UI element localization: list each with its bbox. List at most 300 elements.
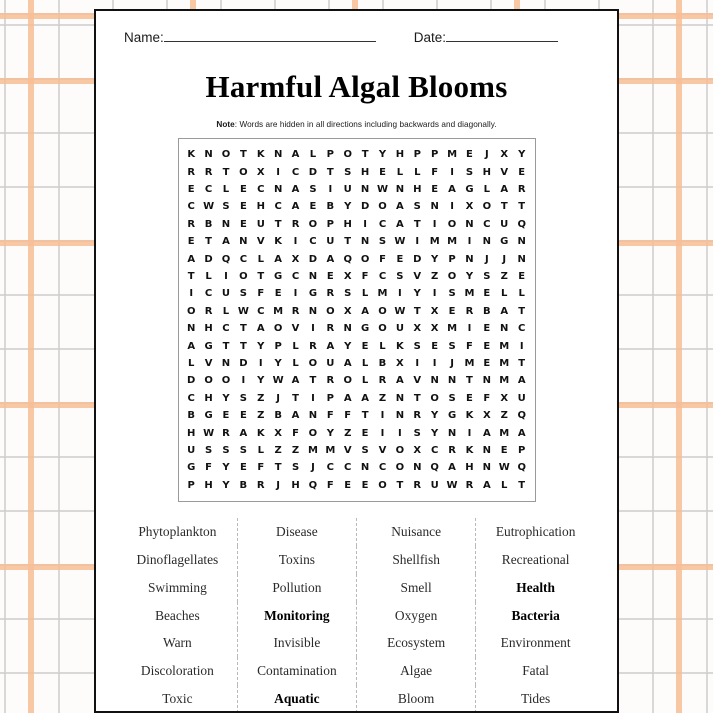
grid-cell[interactable]: A [343,392,352,404]
grid-cell[interactable]: X [465,201,474,213]
grid-cell[interactable]: D [308,253,318,265]
grid-cell[interactable]: I [258,357,263,369]
grid-cell[interactable]: E [344,479,352,491]
grid-cell[interactable]: J [276,392,281,404]
grid-cell[interactable]: F [483,392,491,404]
grid-cell[interactable]: C [378,218,387,230]
grid-cell[interactable]: A [291,201,300,213]
grid-cell[interactable]: P [274,340,282,352]
grid-cell[interactable]: I [450,201,454,213]
grid-cell[interactable]: T [518,357,526,369]
grid-cell[interactable]: X [500,149,509,161]
grid-cell[interactable]: N [517,236,526,248]
grid-cell[interactable]: C [291,270,300,282]
grid-cell[interactable]: O [430,392,439,404]
grid-cell[interactable]: Y [257,375,265,387]
grid-cell[interactable]: Q [308,479,318,491]
grid-cell[interactable]: G [447,410,457,422]
grid-cell[interactable]: C [222,323,230,335]
grid-cell[interactable]: I [467,427,472,439]
grid-cell[interactable]: Y [518,149,526,161]
grid-cell[interactable]: V [291,323,300,335]
grid-cell[interactable]: N [221,218,231,230]
grid-cell[interactable]: Q [517,218,526,230]
grid-cell[interactable]: E [239,410,247,422]
grid-cell[interactable]: S [448,340,456,352]
grid-cell[interactable]: O [378,201,387,213]
grid-cell[interactable]: Z [257,392,265,404]
grid-cell[interactable]: N [395,183,405,195]
grid-cell[interactable]: O [378,323,387,335]
grid-cell[interactable]: I [380,410,385,422]
grid-cell[interactable]: T [292,392,299,404]
grid-cell[interactable]: J [502,253,507,265]
grid-cell[interactable]: E [187,236,195,248]
grid-cell[interactable]: Y [378,149,387,161]
grid-cell[interactable]: N [360,183,370,195]
grid-cell[interactable]: Z [344,427,352,439]
grid-cell[interactable]: M [499,357,510,369]
grid-cell[interactable]: N [273,183,283,195]
grid-cell[interactable]: L [361,357,369,369]
grid-cell[interactable]: A [326,253,335,265]
grid-cell[interactable]: N [465,253,474,265]
grid-cell[interactable]: A [396,375,404,387]
grid-cell[interactable]: T [500,201,508,213]
grid-cell[interactable]: M [273,305,284,317]
grid-cell[interactable]: I [311,323,315,335]
grid-cell[interactable]: T [413,305,421,317]
grid-cell[interactable]: C [239,253,248,265]
grid-cell[interactable]: T [239,149,247,161]
grid-cell[interactable]: N [413,462,422,474]
grid-cell[interactable]: I [189,288,194,300]
word-bank-item[interactable]: Oxygen [357,602,476,630]
grid-cell[interactable]: S [413,427,421,439]
grid-cell[interactable]: S [344,288,352,300]
grid-cell[interactable]: H [291,479,300,491]
grid-cell[interactable]: O [343,149,352,161]
grid-cell[interactable]: U [256,218,265,230]
grid-cell[interactable]: P [413,149,421,161]
word-bank-item[interactable]: Environment [476,629,595,657]
grid-cell[interactable]: I [328,183,333,195]
grid-cell[interactable]: S [448,288,456,300]
grid-cell[interactable]: O [273,323,283,335]
grid-cell[interactable]: L [205,270,212,282]
grid-cell[interactable]: B [274,410,282,422]
word-bank-item[interactable]: Algae [357,657,476,685]
grid-cell[interactable]: C [204,183,213,195]
grid-cell[interactable]: U [326,236,335,248]
grid-cell[interactable]: L [222,305,230,317]
word-bank-item[interactable]: Dinoflagellates [136,551,219,567]
grid-cell[interactable]: G [274,270,283,282]
word-bank-item[interactable]: Nuisance [357,518,476,546]
grid-cell[interactable]: C [430,445,439,456]
grid-cell[interactable]: H [465,462,474,474]
grid-cell[interactable]: I [415,357,420,369]
grid-cell[interactable]: T [518,479,526,491]
grid-cell[interactable]: K [256,427,265,439]
grid-cell[interactable]: A [448,183,456,195]
grid-cell[interactable]: P [518,445,526,456]
grid-cell[interactable]: N [221,357,231,369]
word-bank-item[interactable]: Phytoplankton [138,524,217,540]
grid-cell[interactable]: S [378,236,387,248]
grid-cell[interactable]: L [361,375,369,387]
word-bank-item[interactable]: Ecosystem [357,629,476,657]
grid-cell[interactable]: M [464,357,475,369]
word-bank-item[interactable]: Tides [476,685,595,713]
grid-cell[interactable]: R [187,218,196,230]
grid-cell[interactable]: Z [257,410,265,422]
grid-cell[interactable]: Y [413,288,421,300]
word-bank-item[interactable]: Pollution [237,574,356,602]
grid-cell[interactable]: F [205,462,212,474]
grid-cell[interactable]: E [222,410,230,422]
word-bank-item[interactable]: Swimming [147,579,207,595]
grid-cell[interactable]: V [413,375,422,387]
grid-cell[interactable]: F [466,340,473,352]
grid-cell[interactable]: G [500,236,509,248]
grid-cell[interactable]: N [447,427,457,439]
grid-cell[interactable]: E [483,323,491,335]
grid-cell[interactable]: O [221,149,231,161]
grid-cell[interactable]: O [308,427,318,439]
grid-cell[interactable]: E [431,183,439,195]
grid-cell[interactable]: R [187,166,196,178]
grid-cell[interactable]: F [361,270,369,282]
grid-cell[interactable]: T [466,375,473,387]
grid-cell[interactable]: A [500,183,509,195]
grid-cell[interactable]: T [396,479,404,491]
grid-cell[interactable]: T [326,166,334,178]
grid-cell[interactable]: G [187,462,196,474]
grid-cell[interactable]: M [499,340,510,352]
grid-cell[interactable]: M [499,375,510,387]
grid-cell[interactable]: C [274,201,282,213]
grid-cell[interactable]: N [360,236,370,248]
grid-cell[interactable]: A [517,427,526,439]
grid-cell[interactable]: R [413,479,422,491]
grid-cell[interactable]: R [465,479,474,491]
grid-cell[interactable]: T [344,236,352,248]
grid-cell[interactable]: O [378,479,387,491]
grid-cell[interactable]: V [378,445,387,456]
grid-cell[interactable]: A [291,149,300,161]
grid-cell[interactable]: R [326,323,335,335]
grid-cell[interactable]: P [448,253,456,265]
grid-cell[interactable]: S [413,340,421,352]
grid-cell[interactable]: E [500,445,508,456]
grid-cell[interactable]: O [482,201,492,213]
grid-cell[interactable]: R [465,305,474,317]
grid-cell[interactable]: G [308,288,318,300]
grid-cell[interactable]: I [415,236,420,248]
grid-cell[interactable]: Y [222,392,230,404]
grid-cell[interactable]: O [221,375,231,387]
grid-cell[interactable]: L [361,288,369,300]
grid-cell[interactable]: T [239,340,247,352]
grid-cell[interactable]: R [204,305,213,317]
date-write-line[interactable] [446,28,558,42]
grid-cell[interactable]: E [483,288,491,300]
word-bank-item[interactable]: Shellfish [357,546,476,574]
grid-cell[interactable]: N [239,236,248,248]
grid-cell[interactable]: F [292,427,299,439]
grid-cell[interactable]: M [499,427,510,439]
grid-cell[interactable]: A [291,183,300,195]
grid-cell[interactable]: V [343,445,352,456]
grid-cell[interactable]: L [292,357,299,369]
grid-cell[interactable]: A [187,253,196,265]
grid-cell[interactable]: K [187,149,196,161]
grid-cell[interactable]: C [483,218,491,230]
word-bank-item[interactable]: Eutrophication [476,518,595,546]
grid-cell[interactable]: E [466,149,473,161]
grid-cell[interactable]: Z [378,392,387,404]
grid-cell[interactable]: T [518,201,526,213]
grid-cell[interactable]: B [326,201,335,213]
grid-cell[interactable]: B [187,410,195,422]
grid-cell[interactable]: L [292,340,299,352]
grid-cell[interactable]: I [467,236,472,248]
grid-cell[interactable]: V [413,270,422,282]
grid-cell[interactable]: S [291,462,300,474]
grid-cell[interactable]: L [483,183,491,195]
grid-cell[interactable]: M [307,445,318,456]
grid-cell[interactable]: N [430,375,439,387]
grid-cell[interactable]: J [484,149,489,161]
grid-cell[interactable]: E [239,218,247,230]
grid-cell[interactable]: J [311,462,315,474]
grid-cell[interactable]: R [413,410,422,422]
grid-cell[interactable]: E [361,427,369,439]
grid-cell[interactable]: I [450,166,454,178]
grid-cell[interactable]: E [239,183,247,195]
grid-cell[interactable]: R [309,340,317,352]
grid-cell[interactable]: S [239,288,247,300]
grid-cell[interactable]: J [450,357,454,369]
name-write-line[interactable] [164,28,376,42]
grid-cell[interactable]: N [273,149,283,161]
grid-cell[interactable]: H [204,479,213,491]
grid-cell[interactable]: R [448,445,456,456]
grid-cell[interactable]: B [483,305,491,317]
grid-cell[interactable]: H [256,201,265,213]
grid-cell[interactable]: T [205,236,212,248]
grid-cell[interactable]: W [237,305,249,317]
grid-cell[interactable]: A [500,305,509,317]
grid-cell[interactable]: S [465,166,474,178]
grid-cell[interactable]: X [396,357,404,369]
grid-cell[interactable]: P [187,479,195,491]
grid-cell[interactable]: T [361,149,369,161]
grid-cell[interactable]: V [256,236,265,248]
grid-cell[interactable]: Y [431,410,439,422]
grid-cell[interactable]: C [204,288,213,300]
grid-cell[interactable]: E [309,201,317,213]
grid-cell[interactable]: A [291,410,300,422]
grid-cell[interactable]: I [293,236,298,248]
grid-cell[interactable]: W [498,462,510,474]
grid-cell[interactable]: L [257,253,264,265]
grid-cell[interactable]: M [447,149,458,161]
grid-cell[interactable]: L [414,166,421,178]
date-field[interactable] [414,28,558,45]
name-field[interactable] [124,28,376,45]
grid-cell[interactable]: N [465,218,474,230]
grid-cell[interactable]: E [483,357,491,369]
grid-cell[interactable]: W [394,305,406,317]
grid-cell[interactable]: R [256,479,265,491]
grid-cell[interactable]: K [465,410,474,422]
grid-cell[interactable]: K [465,445,474,456]
grid-cell[interactable]: S [222,445,230,456]
grid-cell[interactable]: S [448,392,456,404]
grid-cell[interactable]: N [308,410,318,422]
grid-cell[interactable]: I [276,166,281,178]
grid-cell[interactable]: Y [344,340,352,352]
grid-cell[interactable]: B [204,218,213,230]
word-bank-item[interactable]: Beaches [155,607,200,623]
grid-cell[interactable]: X [274,427,282,439]
grid-cell[interactable]: Y [222,479,230,491]
grid-cell[interactable]: C [344,462,352,474]
grid-cell[interactable]: I [398,427,402,439]
grid-cell[interactable]: D [239,357,248,369]
grid-cell[interactable]: Z [291,445,300,456]
grid-cell[interactable]: E [361,479,369,491]
grid-cell[interactable]: J [484,253,489,265]
grid-cell[interactable]: S [239,445,247,456]
grid-cell[interactable]: T [222,340,230,352]
grid-cell[interactable]: M [429,236,440,248]
grid-cell[interactable]: N [308,305,318,317]
grid-cell[interactable]: R [291,305,300,317]
word-bank-item[interactable]: Discoloration [140,663,214,679]
grid-cell[interactable]: O [360,253,370,265]
grid-cell[interactable]: M [447,236,458,248]
grid-cell[interactable]: X [343,305,352,317]
grid-cell[interactable]: O [447,270,457,282]
grid-cell[interactable]: N [308,270,318,282]
grid-cell[interactable]: B [378,357,387,369]
grid-cell[interactable]: V [204,357,213,369]
grid-cell[interactable]: U [187,445,196,456]
grid-cell[interactable]: L [396,166,404,178]
grid-cell[interactable]: I [311,392,315,404]
grid-cell[interactable]: A [256,323,265,335]
grid-cell[interactable]: L [379,340,386,352]
word-bank-item[interactable]: Warn [163,635,192,651]
grid-cell[interactable]: U [326,357,335,369]
word-bank-item[interactable]: Bloom [357,685,476,713]
grid-cell[interactable]: H [360,166,370,178]
word-bank-item[interactable]: Toxins [237,546,356,574]
grid-cell[interactable]: N [395,392,405,404]
grid-cell[interactable]: U [500,218,509,230]
grid-cell[interactable]: X [291,253,300,265]
grid-cell[interactable]: N [430,201,439,213]
grid-cell[interactable]: E [483,340,491,352]
grid-cell[interactable]: A [274,253,283,265]
grid-cell[interactable]: L [222,183,230,195]
word-bank-item[interactable]: Recreational [476,546,595,574]
grid-cell[interactable]: Y [274,357,282,369]
grid-cell[interactable]: Y [465,270,474,282]
grid-cell[interactable]: I [432,288,437,300]
grid-cell[interactable]: P [326,392,334,404]
grid-cell[interactable]: E [518,270,526,282]
grid-cell[interactable]: L [257,445,264,456]
grid-cell[interactable]: T [257,270,265,282]
word-bank-item[interactable]: Health [476,574,595,602]
grid-cell[interactable]: O [308,218,318,230]
word-bank-item[interactable]: Fatal [476,657,595,685]
grid-cell[interactable]: X [430,305,439,317]
grid-cell[interactable]: A [361,305,369,317]
grid-cell[interactable]: R [517,183,526,195]
grid-cell[interactable]: S [413,201,421,213]
grid-cell[interactable]: C [378,270,387,282]
grid-cell[interactable]: Y [326,427,334,439]
grid-cell[interactable]: U [343,183,352,195]
grid-cell[interactable]: T [413,392,421,404]
grid-cell[interactable]: D [360,201,370,213]
grid-cell[interactable]: X [482,410,491,422]
grid-cell[interactable]: G [465,183,474,195]
grid-cell[interactable]: N [204,149,213,161]
word-bank-item[interactable]: Invisible [237,629,356,657]
grid-cell[interactable]: I [241,375,246,387]
grid-cell[interactable]: W [376,183,388,195]
grid-cell[interactable]: D [308,166,318,178]
grid-cell[interactable]: N [395,410,405,422]
grid-cell[interactable]: U [430,479,439,491]
grid-cell[interactable]: Y [257,340,265,352]
word-bank-item[interactable]: Contamination [237,657,356,685]
grid-cell[interactable]: H [413,183,422,195]
grid-cell[interactable]: A [222,236,230,248]
grid-cell[interactable]: N [343,323,352,335]
grid-cell[interactable]: Z [274,445,282,456]
grid-cell[interactable]: O [239,166,248,178]
grid-cell[interactable]: B [239,479,248,491]
grid-cell[interactable]: N [187,323,196,335]
grid-cell[interactable]: A [396,201,404,213]
grid-cell[interactable]: I [224,270,228,282]
grid-cell[interactable]: H [343,218,352,230]
grid-cell[interactable]: G [360,323,370,335]
grid-cell[interactable]: C [257,305,265,317]
grid-cell[interactable]: R [378,375,387,387]
grid-cell[interactable]: I [432,357,437,369]
grid-cell[interactable]: X [256,166,265,178]
grid-cell[interactable]: A [482,479,491,491]
grid-cell[interactable]: X [430,323,439,335]
word-bank-item[interactable]: Smell [357,574,476,602]
grid-cell[interactable]: F [257,462,265,474]
grid-cell[interactable]: T [361,410,369,422]
grid-cell[interactable]: E [361,340,369,352]
grid-cell[interactable]: E [379,166,386,178]
grid-cell[interactable]: C [187,201,195,213]
grid-cell[interactable]: W [394,236,406,248]
grid-cell[interactable]: V [500,166,509,178]
grid-cell[interactable]: Y [431,427,439,439]
